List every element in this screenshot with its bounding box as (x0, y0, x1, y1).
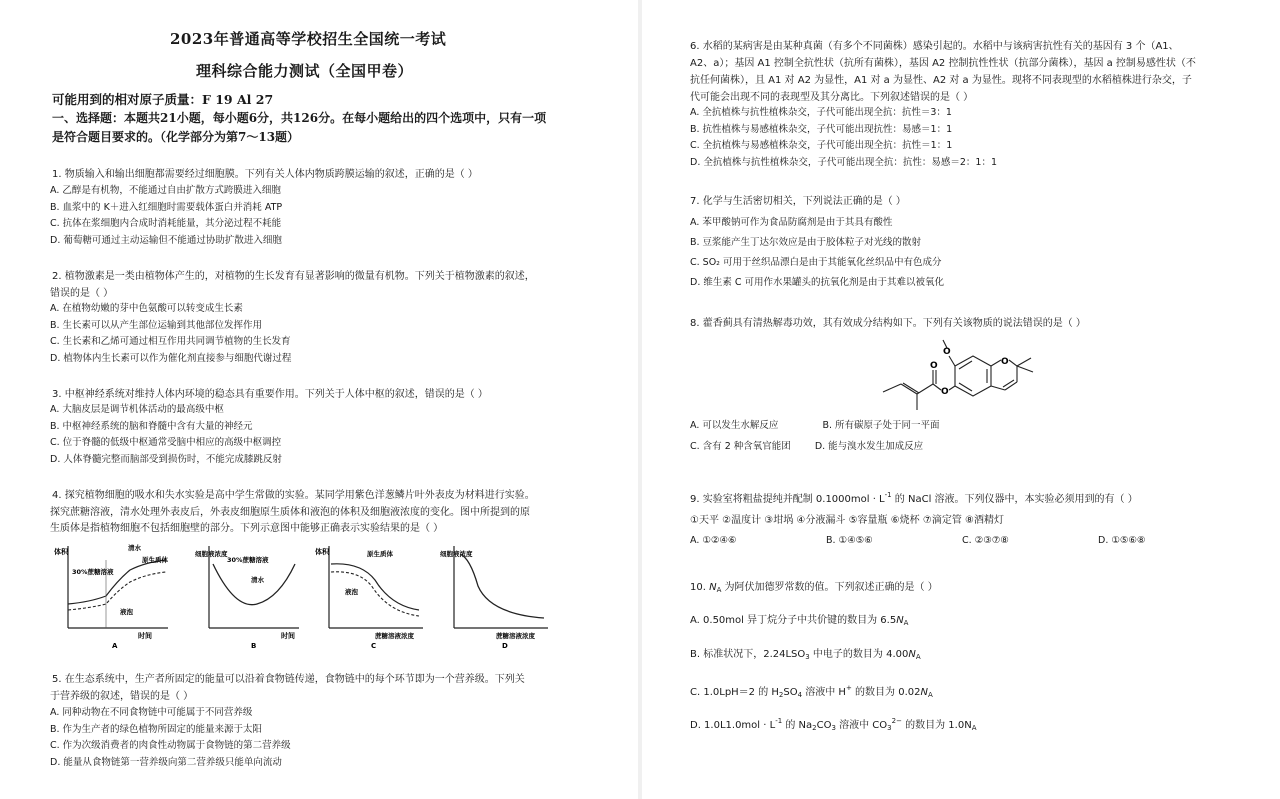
q10-na-sub: A (716, 586, 722, 594)
option: C. 抗体在浆细胞内合成时消耗能量，其分泌过程不耗能 (50, 218, 282, 229)
graph-c-label: C (371, 642, 377, 650)
question-8-options-row-1 (690, 418, 940, 435)
q10-a-text: A. 0.50mol 异丁烷分子中共价键的数目为 6.5 (690, 615, 897, 626)
graph-b-water: 清水 (251, 576, 264, 584)
option: C. ②③⑦⑧ (962, 535, 1009, 546)
option: D. ①⑤⑥⑧ (1098, 535, 1146, 546)
graph-a-vacuole: 液泡 (120, 608, 133, 616)
graph-b-label: B (251, 642, 257, 650)
q10-b-mid: 中电子的数目为 4.00 (809, 649, 909, 660)
question-3-stem: 3. 中枢神经系统对维持人体内环境的稳态具有重要作用。下列关于人体中枢的叙述，错误的是（ ） (52, 389, 488, 400)
question-2-stem-2: 错误的是（ ） (50, 288, 114, 299)
question-5-stem-1: 5. 在生态系统中，生产者所固定的能量可以沿着食物链传递，食物链中的每个环节即为一个营养级。下列关 (52, 674, 525, 685)
q10-c-so: SO (783, 687, 798, 698)
atom-o: O (1001, 357, 1009, 367)
question-7-stem: 7. 化学与生活密切相关，下列说法正确的是（ ） (690, 196, 906, 207)
option: B. 抗性植株与易感植株杂交，子代可能出现抗性：易感＝1：1 (690, 123, 953, 135)
option: C. 含有 2 种含氧官能团 (690, 441, 791, 452)
q10-d-sub3b: 3 (887, 724, 892, 732)
option: A. 全抗植株与抗性植株杂交，子代可能出现全抗：抗性＝3：1 (690, 107, 952, 118)
graph-b-xlabel: 时间 (281, 632, 295, 640)
q10-c-sub: A (927, 691, 933, 699)
q10-a-sub: A (903, 619, 909, 627)
question-9-instruments: ①天平 ②温度计 ③坩埚 ④分液漏斗 ⑤容量瓶 ⑥烧杯 ⑦滴定管 ⑧酒精灯 (690, 515, 1004, 526)
exam-subtitle: 理科综合能力测试（全国甲卷） (196, 62, 414, 80)
q10-na: N (709, 582, 717, 593)
graph-d-xlabel: 蔗糖溶液浓度 (496, 632, 535, 640)
q10-b-sub3: 3 (805, 653, 810, 661)
question-4-line-2: 探究蔗糖溶液，清水处理外表皮后，外表皮细胞原生质体和液泡的体积及细胞液浓度的变化。图中所提到的原 (50, 507, 530, 518)
graph-d (440, 540, 552, 656)
option: C. 位于脊髓的低级中枢通常受脑中相应的高级中枢调控 (50, 437, 282, 448)
question-8-stem: 8. 藿香蓟具有清热解毒功效，其有效成分结构如下。下列有关该物质的说法错误的是（ ） (690, 318, 1086, 329)
option: B. 中枢神经系统的脑和脊髓中含有大量的神经元 (50, 420, 253, 432)
question-4-line-1: 4. 探究植物细胞的吸水和失水实验是高中学生常做的实验。某同学用紫色洋葱鳞片叶外表皮为材料进行实验。 (52, 490, 535, 501)
q10-d-sup1: -1 (775, 717, 783, 725)
option: D. 葡萄糖可通过主动运输但不能通过协助扩散进入细胞 (50, 234, 282, 246)
q10-d-post: 的数目为 1.0N (901, 720, 972, 731)
q10-c-mid: 溶液中 H (802, 687, 846, 698)
graph-a (50, 540, 170, 656)
q6-line: A2、a）；基因 A1 控制全抗性状（抗所有菌株），基因 A2 控制抗性性状（抗部分菌株），基因 a 控制易感性状（不 (690, 58, 1196, 69)
graph-c (315, 540, 430, 656)
graph-a-protoplast-curve (68, 560, 166, 604)
option: B. 血浆中的 K＋进入红细胞时需要载体蛋白并消耗 ATP (50, 201, 283, 213)
graph-b (195, 540, 305, 656)
option: B. 豆浆能产生丁达尔效应是由于胶体粒子对光线的散射 (690, 237, 922, 248)
option: A. 可以发生水解反应 (690, 420, 779, 431)
q9-stem-sup: -1 (884, 491, 892, 499)
option: B. 作为生产者的绿色植物所固定的能量来源于太阳 (50, 723, 263, 735)
graph-c-xlabel: 蔗糖溶液浓度 (375, 632, 414, 640)
graph-a-ylabel: 体积 (54, 548, 68, 556)
q10-num: 10. (690, 582, 706, 593)
graph-a-proto: 原生质体 (142, 556, 168, 564)
q10-a-n: N (896, 615, 904, 626)
question-1-stem: 1. 物质输入和输出细胞都需要经过细胞膜。下列有关人体内物质跨膜运输的叙述，正确的是（ ） (52, 169, 478, 180)
option: D. 维生素 C 可用作水果罐头的抗氧化剂是由于其难以被氧化 (690, 277, 945, 288)
graph-a-vacuole-curve (68, 572, 166, 610)
exam-title: 2023年普通高等学校招生全国统一考试 (170, 30, 447, 48)
question-2-stem-1: 2. 植物激素是一类由植物体产生的，对植物的生长发育有显著影响的微量有机物。下列关于植物激素的叙述， (52, 271, 535, 282)
question-9-stem (690, 487, 1138, 508)
question-8-options-row-2 (690, 439, 923, 456)
question-10-option-d (690, 713, 977, 737)
q6-line: 代可能会出现不同的表现型及其分离比。下列叙述错误的是（ ） (690, 92, 974, 103)
graph-d-label: D (502, 642, 508, 650)
graph-b-sucrose: 30%蔗糖溶液 (227, 556, 269, 564)
question-4-line-3: 生质体是指植物细胞不包括细胞壁的部分。下列示意图中能够正确表示实验结果的是（ ） (50, 523, 444, 534)
q10-d-sub2: 2 (812, 724, 817, 732)
option: B. 所有碳原子处于同一平面 (822, 420, 940, 431)
atomic-mass-line: 可能用到的相对原子质量：F 19 Al 27 (52, 92, 274, 107)
right-page (642, 0, 1280, 799)
option: D. 能与溴水发生加成反应 (814, 441, 924, 452)
option: C. 生长素和乙烯可通过相互作用共同调节植物的生长发育 (50, 336, 291, 347)
option: B. ①④⑤⑥ (826, 535, 873, 546)
option: A. 在植物幼嫩的芽中色氨酸可以转变成生长素 (50, 303, 243, 314)
option: C. SO₂ 可用于丝织品漂白是由于其能氧化丝织品中有色成分 (690, 257, 942, 268)
question-2-options (50, 301, 291, 367)
q10-d-mid: 的 Na (782, 720, 813, 731)
q6-line: 6. 水稻的某病害是由某种真菌（有多个不同菌株）感染引起的。水稻中与该病害抗性有关的基因有 3 个（A1、 (690, 41, 1179, 52)
graph-a-water: 清水 (128, 544, 141, 552)
graph-c-vacuole: 液泡 (345, 588, 358, 596)
option: C. 全抗植株与易感植株杂交，子代可能出现全抗：抗性＝1：1 (690, 140, 953, 151)
question-3-options (50, 402, 282, 468)
option: A. 同种动物在不同食物链中可能属于不同营养级 (50, 707, 253, 718)
graph-b-curve (213, 564, 295, 605)
atom-o: O (943, 347, 951, 357)
q10-d-sup2: 2− (891, 717, 902, 725)
chemical-structure (877, 336, 1037, 418)
graph-d-ylabel: 细胞液浓度 (440, 550, 473, 558)
question-6-options (690, 105, 997, 171)
graph-c-proto: 原生质体 (367, 550, 393, 558)
option: A. 苯甲酸钠可作为食品防腐剂是由于其具有酸性 (690, 217, 893, 228)
graph-a-sucrose: 30%蔗糖溶液 (72, 568, 114, 576)
q10-d-co: CO (816, 720, 832, 731)
question-7-options (690, 213, 944, 293)
graph-a-xlabel: 时间 (138, 632, 152, 640)
q6-line: 抗任何菌株），且 A1 对 A2 为显性，A1 对 a 为显性、A2 对 a 为显性。现将不同表现型的水稻植株进行杂交，子 (690, 75, 1192, 86)
graph-b-ylabel: 细胞液浓度 (195, 550, 228, 558)
graph-c-protoplast-curve (331, 564, 419, 610)
option: D. 人体脊髓完整而脑部受到损伤时，不能完成膝跳反射 (50, 453, 282, 465)
q10-b-text: B. 标准状况下，2.24LSO (690, 649, 806, 660)
option: D. 植物体内生长素可以作为催化剂直接参与细胞代谢过程 (50, 352, 292, 364)
q10-d-sub3: 3 (831, 724, 836, 732)
question-1-options (50, 183, 282, 249)
option: D. 全抗植株与抗性植株杂交，子代可能出现全抗：抗性：易感＝2：1：1 (690, 156, 997, 168)
q10-c-sub4: 4 (797, 691, 803, 699)
section-instructions-2: 是符合题目要求的。（化学部分为第7～13题） (52, 130, 300, 144)
question-5-options (50, 705, 291, 771)
q9-stem-a: 9. 实验室将粗盐提纯并配制 0.1000mol · L (690, 494, 885, 505)
atom-o: O (930, 361, 938, 371)
question-5-stem-2: 于营养级的叙述，错误的是（ ） (50, 691, 194, 702)
option: A. ①②④⑥ (690, 535, 737, 546)
question-6-stem (690, 38, 1196, 106)
graph-a-label: A (112, 642, 118, 650)
graph-c-ylabel: 体积 (315, 548, 329, 556)
option: A. 乙醇是有机物，不能通过自由扩散方式跨膜进入细胞 (50, 185, 281, 196)
option: B. 生长素可以从产生部位运输到其他部位发挥作用 (50, 319, 263, 331)
q10-c-n: N (920, 687, 928, 698)
q10-b-sub: A (915, 653, 921, 661)
question-10-stem (690, 579, 938, 599)
q10-d-mid2: 溶液中 CO (835, 720, 888, 731)
q10-b-n: N (908, 649, 916, 660)
graph-d-curve (460, 554, 544, 618)
question-10-option-b (690, 646, 921, 666)
q10-c-sub2: 2 (778, 691, 784, 699)
q10-c-text: C. 1.0LpH＝2 的 H (690, 687, 779, 698)
q9-stem-b: 的 NaCl 溶液。下列仪器中，本实验必须用到的有（ ） (891, 494, 1138, 505)
q10-stem-rest: 为阿伏加德罗常数的值。下列叙述正确的是（ ） (721, 582, 938, 593)
atom-o: O (941, 387, 949, 397)
option: A. 大脑皮层是调节机体活动的最高级中枢 (50, 404, 224, 415)
question-10-option-c (690, 680, 933, 704)
q10-c-post: 的数目为 0.02 (851, 687, 921, 698)
q10-d-sub: A (971, 724, 977, 732)
left-page (0, 0, 638, 799)
q10-d-text: D. 1.0L1.0mol · L (690, 720, 776, 731)
option: C. 作为次级消费者的肉食性动物属于食物链的第二营养级 (50, 740, 291, 751)
question-10-option-a (690, 612, 908, 632)
section-instructions-1: 一、选择题：本题共21小题，每小题6分，共126分。在每小题给出的四个选项中，只有一项 (52, 111, 547, 125)
q10-c-sup: + (845, 684, 852, 692)
option: D. 能量从食物链第一营养级向第二营养级只能单向流动 (50, 756, 282, 768)
